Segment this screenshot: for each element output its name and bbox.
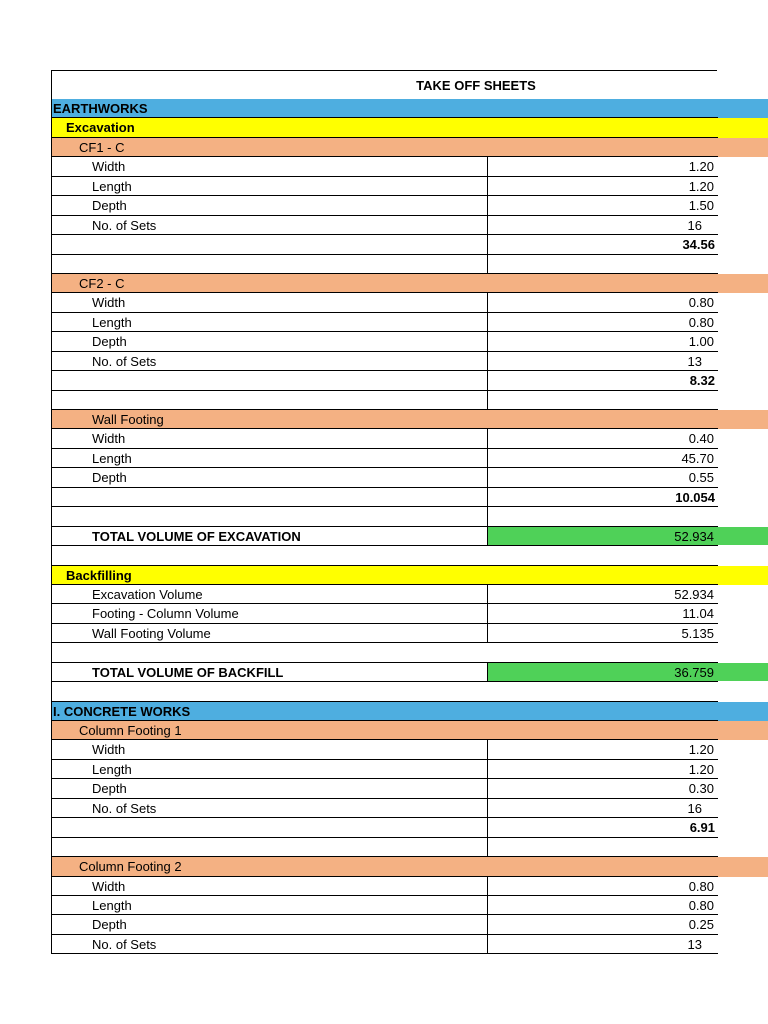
measurement-row xyxy=(51,429,768,448)
measurement-label: Wall Footing Volume xyxy=(92,625,211,641)
measurement-row xyxy=(51,352,768,371)
take-off-sheet xyxy=(51,70,768,954)
measurement-label: Excavation Volume xyxy=(92,586,203,602)
measurement-label: Width xyxy=(92,295,126,311)
subtotal-value: 8.32 xyxy=(689,373,715,389)
measurement-value: 0.80 xyxy=(688,314,714,330)
measurement-value: 0.25 xyxy=(688,917,714,933)
subtotal-value: 34.56 xyxy=(682,237,715,253)
measurement-value: 52.934 xyxy=(674,586,714,602)
measurement-value: 13 xyxy=(687,936,702,952)
measurement-row xyxy=(51,624,768,643)
sheet-title-row xyxy=(51,70,717,99)
measurement-row xyxy=(51,935,768,954)
section-header-row xyxy=(51,99,768,118)
grand-total-label: TOTAL VOLUME OF EXCAVATION xyxy=(92,528,301,544)
measurement-value: 45.70 xyxy=(681,450,714,466)
blank-row xyxy=(51,507,768,526)
measurement-value: 1.00 xyxy=(688,334,714,350)
item-label: Column Footing 1 xyxy=(79,723,182,738)
measurement-label: Depth xyxy=(92,198,127,214)
subtotal-value: 10.054 xyxy=(675,489,715,505)
measurement-label: No. of Sets xyxy=(92,353,157,369)
measurement-label: Depth xyxy=(92,470,127,486)
item-label: Wall Footing xyxy=(92,412,164,427)
blank-row xyxy=(51,643,768,662)
measurement-value: 13 xyxy=(687,353,702,369)
measurement-row xyxy=(51,779,768,798)
grand-total-value: 36.759 xyxy=(674,664,714,680)
grand-total-row xyxy=(51,527,768,546)
measurement-row xyxy=(51,799,768,818)
measurement-label: Length xyxy=(92,450,132,466)
subtotal-row xyxy=(51,235,768,254)
measurement-value: 5.135 xyxy=(681,625,714,641)
subsection-header-row xyxy=(51,566,768,585)
measurement-row xyxy=(51,604,768,623)
measurement-row xyxy=(51,877,768,896)
grand-total-highlight xyxy=(488,527,768,545)
grand-total-highlight xyxy=(488,663,768,681)
measurement-row xyxy=(51,196,768,215)
grand-total-value: 52.934 xyxy=(674,528,714,544)
measurement-label: Depth xyxy=(92,334,127,350)
measurement-label: Depth xyxy=(92,781,127,797)
item-header-row xyxy=(51,138,768,157)
measurement-value: 1.50 xyxy=(688,198,714,214)
item-label: CF1 - C xyxy=(79,139,125,155)
blank-row xyxy=(51,838,768,857)
measurement-value: 0.80 xyxy=(688,878,714,894)
measurement-value: 16 xyxy=(687,217,702,233)
measurement-label: Width xyxy=(92,742,126,758)
measurement-value: 1.20 xyxy=(688,159,714,175)
subsection-header-row xyxy=(51,118,768,137)
measurement-label: Length xyxy=(92,314,132,330)
measurement-label: Width xyxy=(92,878,126,894)
section-label: I. CONCRETE WORKS xyxy=(53,703,191,719)
measurement-label: Length xyxy=(92,178,132,194)
measurement-row xyxy=(51,915,768,934)
measurement-label: Depth xyxy=(92,917,127,933)
measurement-row xyxy=(51,332,768,351)
item-label: Column Footing 2 xyxy=(79,859,182,875)
sheet-rows xyxy=(51,99,768,954)
measurement-value: 16 xyxy=(687,800,702,816)
measurement-value: 1.20 xyxy=(688,742,714,758)
measurement-value: 0.40 xyxy=(688,431,714,447)
measurement-label: Length xyxy=(92,897,132,913)
blank-row xyxy=(51,255,768,274)
measurement-row xyxy=(51,585,768,604)
section-header-row xyxy=(51,702,768,721)
measurement-label: Width xyxy=(92,159,126,175)
grand-total-row xyxy=(51,663,768,682)
measurement-value: 1.20 xyxy=(688,761,714,777)
item-header-row xyxy=(51,857,768,876)
grand-total-label: TOTAL VOLUME OF BACKFILL xyxy=(92,664,284,680)
blank-row xyxy=(51,682,768,701)
subtotal-row xyxy=(51,488,768,507)
measurement-label: No. of Sets xyxy=(92,800,157,816)
measurement-label: No. of Sets xyxy=(92,936,157,952)
sheet-title: TAKE OFF SHEETS xyxy=(416,78,536,93)
measurement-row xyxy=(51,760,768,779)
measurement-label: Width xyxy=(92,431,126,447)
measurement-row xyxy=(51,157,768,176)
item-header-row xyxy=(51,410,768,429)
measurement-row xyxy=(51,177,768,196)
measurement-row xyxy=(51,216,768,235)
subtotal-value: 6.91 xyxy=(689,820,715,836)
subtotal-row xyxy=(51,371,768,390)
measurement-row xyxy=(51,449,768,468)
measurement-value: 0.80 xyxy=(688,897,714,913)
measurement-row xyxy=(51,293,768,312)
measurement-row xyxy=(51,896,768,915)
measurement-row xyxy=(51,740,768,759)
blank-row xyxy=(51,546,768,565)
item-header-row xyxy=(51,274,768,293)
measurement-value: 0.55 xyxy=(688,470,714,486)
section-label: EARTHWORKS xyxy=(53,101,148,116)
measurement-row xyxy=(51,313,768,332)
measurement-value: 0.80 xyxy=(688,295,714,311)
measurement-value: 0.30 xyxy=(688,781,714,797)
subsection-label: Backfilling xyxy=(66,567,132,583)
subsection-label: Excavation xyxy=(66,120,135,136)
measurement-value: 1.20 xyxy=(688,178,714,194)
measurement-row xyxy=(51,468,768,487)
measurement-value: 11.04 xyxy=(682,606,714,622)
measurement-label: Length xyxy=(92,761,132,777)
item-label: CF2 - C xyxy=(79,275,125,291)
subtotal-row xyxy=(51,818,768,837)
item-header-row xyxy=(51,721,768,740)
measurement-label: No. of Sets xyxy=(92,217,157,233)
blank-row xyxy=(51,391,768,410)
measurement-label: Footing - Column Volume xyxy=(92,606,239,622)
